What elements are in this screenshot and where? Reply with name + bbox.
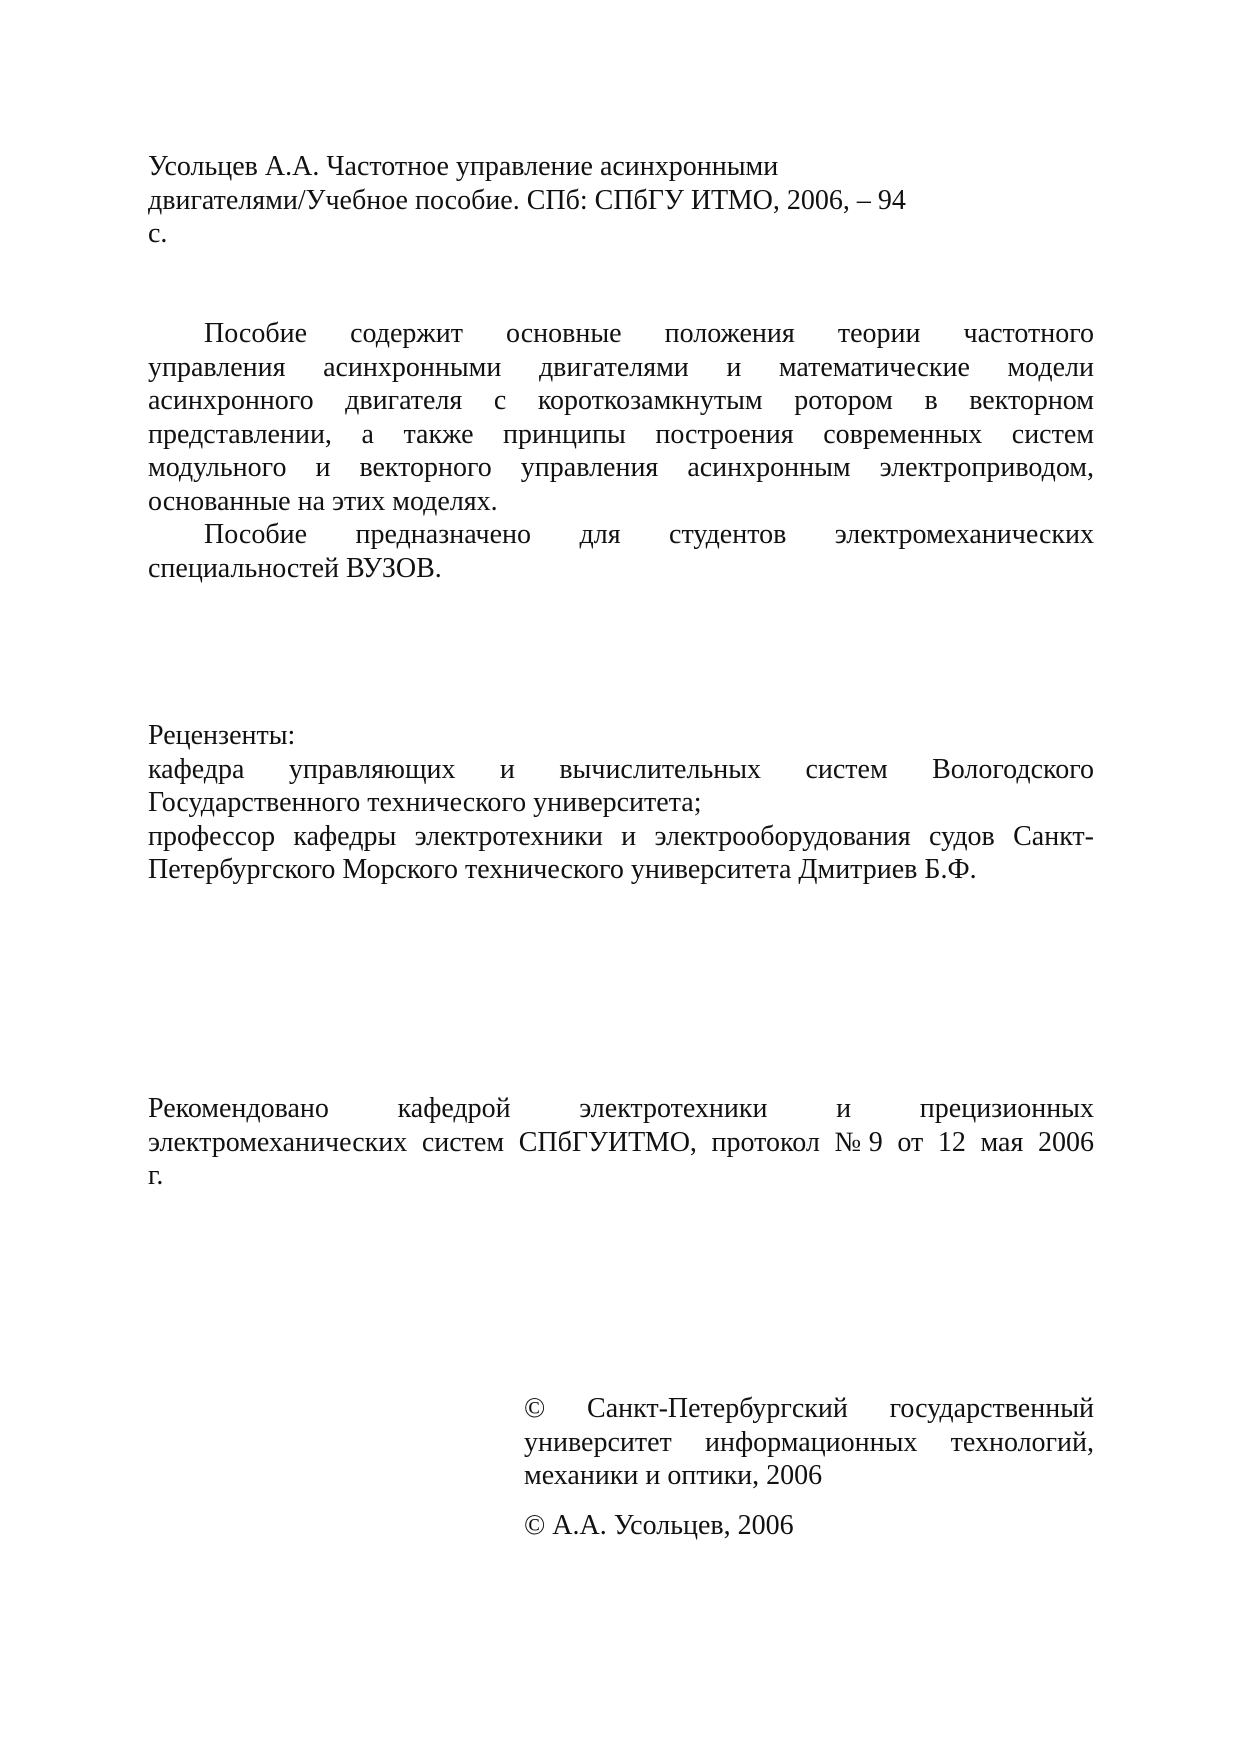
recommendation-line: электромеханических систем СПбГУИТМО, протокол №9 от 12 мая 2006 [148,1126,1094,1158]
copyright-line: © Санкт-Петербургский государственный [524,1393,1094,1424]
abstract-line: представлении, а также принципы построения современных систем [148,418,1094,450]
bibliography-line: Усольцев А.А. Частотное управление асинхронными [148,151,779,182]
copyright-line: механики и оптики, 2006 [524,1460,823,1491]
copyright-author-line: © А.А. Усольцев, 2006 [524,1510,794,1541]
reviewers [148,719,1094,887]
bibliographic-reference [148,150,948,251]
reviewer-line: кафедра управляющих и вычислительных систем Вологодского [148,753,1094,785]
reviewer-line: Государственного технического университета; [148,787,702,818]
copyright-university [524,1392,1094,1493]
abstract [148,317,1094,585]
copyright-author [524,1509,1094,1543]
abstract-line: Пособие содержит основные положения теории частотного [204,318,1094,349]
bibliography-line: двигателями/Учебное пособие. СПб: СПбГУ ИТМО, 2006, – 94 [148,184,906,216]
abstract-line: управления асинхронными двигателями и математические модели [148,351,1094,383]
recommendation [148,1092,1094,1193]
recommendation-line: г. [148,1160,164,1191]
recommendation-line: Рекомендовано кафедрой электротехники и прецизионных [148,1093,1094,1124]
abstract-line: основанные на этих моделях. [148,485,498,517]
abstract-line: модульного и векторного управления асинхронным электроприводом, [148,452,1094,483]
reviewers-heading: Рецензенты: [148,720,296,751]
abstract-line: Пособие предназначено для студентов электромеханических [204,519,1094,550]
reviewer-line: Петербургского Морского технического университета Дмитриев Б.Ф. [148,854,977,885]
reviewer-line: профессор кафедры электротехники и электрооборудования судов Санкт- [148,820,1094,852]
abstract-line: специальностей ВУЗОВ. [148,552,442,584]
abstract-line: асинхронного двигателя с короткозамкнутым ротором в векторном [148,385,1094,416]
bibliography-line: с. [148,218,168,249]
copyright-line: университет информационных технологий, [524,1426,1094,1458]
